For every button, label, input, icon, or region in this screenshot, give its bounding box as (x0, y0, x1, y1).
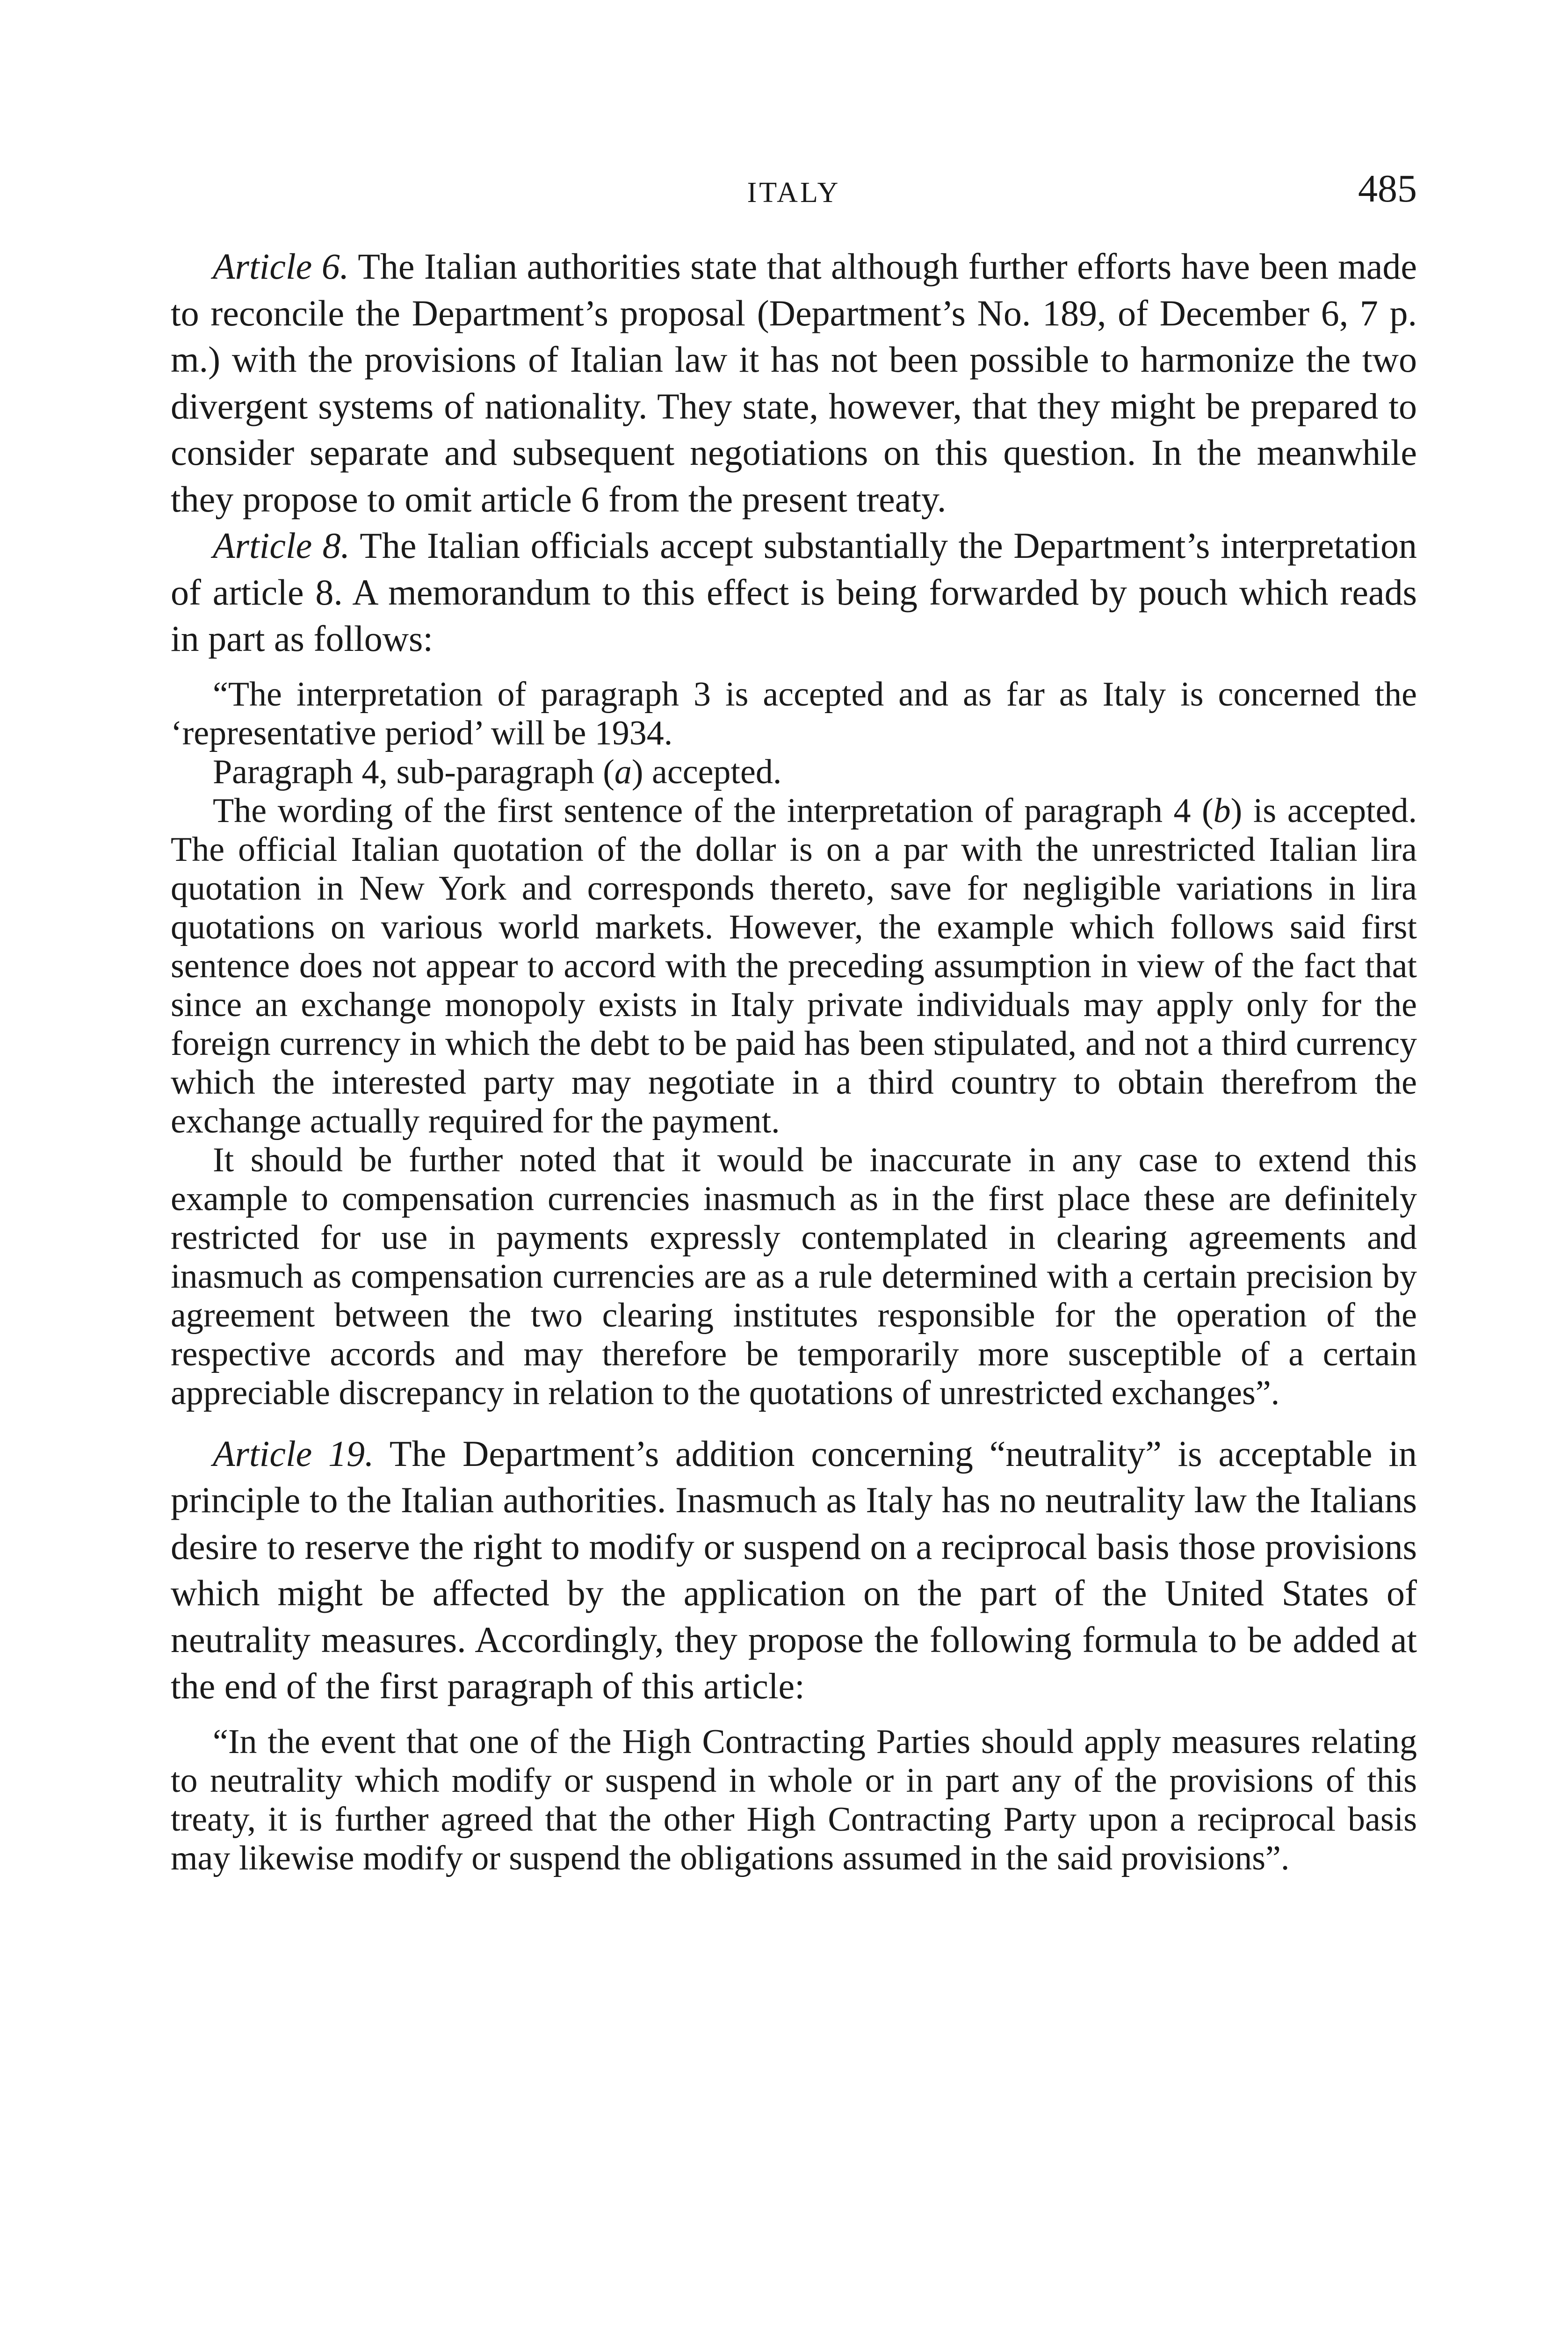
neutrality-formula-text: “In the event that one of the High Contracting Parties should apply measures relating to neutrality which modify or suspend in whole or in part any of the provisions of this treaty, it is further agreed that the other High Contracting Party upon a reciprocal basis may likewise modify or suspend the obligations assumed in the said provisions”. (171, 1722, 1417, 1877)
memorandum-paragraph-4 (171, 1141, 1417, 1413)
article-19-text: The Department’s addition concerning “neutrality” is acceptable in principle to the Italian authorities. Inasmuch as Italy has no neutrality law the Italians desire to reserve the right to modify or suspend on a reciprocal basis those provisions which might be affected by the application on the part of the United States of neutrality measures. Accordingly, they propose the following formula to be added at the end of the first paragraph of this article: (171, 1433, 1417, 1706)
page-number: 485 (1358, 167, 1417, 210)
article-8-text: The Italian officials accept substantially the Department’s interpretation of article 8. A memorandum to this effect is being forwarded by pouch which reads in part as follows: (171, 525, 1417, 659)
memorandum-quote (171, 675, 1417, 1413)
memorandum-paragraph-3-pre: The wording of the first sentence of the interpretation of paragraph 4 ( (213, 791, 1214, 830)
memorandum-paragraph-2-em: a (614, 752, 632, 791)
neutrality-formula-paragraph (171, 1723, 1417, 1878)
memorandum-paragraph-4-text: It should be further noted that it would be inaccurate in any case to extend this example to compensation currencies inasmuch as in the first place these are definitely restricted for use in payments expressly contemplated in clearing agreements and inasmuch as compensation currencies are as a rule determined with a certain precision by agreement between the two clearing institutes responsible for the operation of the respective accords and may therefore be temporarily more susceptible of a certain appreciable discrepancy in relation to the quotations of unrestricted exchanges”. (171, 1140, 1417, 1412)
article-19-paragraph (171, 1430, 1417, 1710)
memorandum-paragraph-2-pre: Paragraph 4, sub-paragraph ( (213, 752, 614, 791)
page-header (171, 166, 1417, 217)
article-8-paragraph (171, 522, 1417, 662)
memorandum-paragraph-2-post: ) accepted. (631, 752, 782, 791)
article-6-label: Article 6. (213, 246, 349, 287)
memorandum-paragraph-3 (171, 792, 1417, 1141)
memorandum-paragraph-3-em: b (1213, 791, 1231, 830)
memorandum-paragraph-2 (171, 753, 1417, 792)
article-8-label: Article 8. (213, 525, 350, 566)
neutrality-formula-quote (171, 1723, 1417, 1878)
memorandum-paragraph-1 (171, 675, 1417, 753)
running-head: ITALY (747, 177, 841, 209)
article-19-label: Article 19. (213, 1433, 374, 1474)
body-text (171, 243, 1417, 1878)
article-6-text: The Italian authorities state that although further efforts have been made to reconcile the Department’s proposal (Department’s No. 189, of December 6, 7 p. m.) with the provisions of Italian law it has not been possible to harmonize the two divergent systems of nationality. They state, however, that they might be prepared to consider separate and subsequent negotiations on this question. In the meanwhile they propose to omit article 6 from the present treaty. (171, 246, 1417, 520)
memorandum-paragraph-3-post: ) is accepted. The official Italian quotation of the dollar is on a par with the unrestricted Italian lira quotation in New York and corresponds thereto, save for negligible variations in lira quotations on various world markets. However, the example which follows said first sentence does not appear to accord with the preceding assumption in view of the fact that since an exchange monopoly exists in Italy private individuals may apply only for the foreign currency in which the debt to be paid has been stipulated, and not a third currency which the interested party may negotiate in a third country to obtain therefrom the exchange actually required for the payment. (171, 791, 1417, 1140)
article-6-paragraph (171, 243, 1417, 522)
memorandum-paragraph-1-text: “The interpretation of paragraph 3 is accepted and as far as Italy is concerned the ‘representative period’ will be 1934. (171, 675, 1417, 752)
